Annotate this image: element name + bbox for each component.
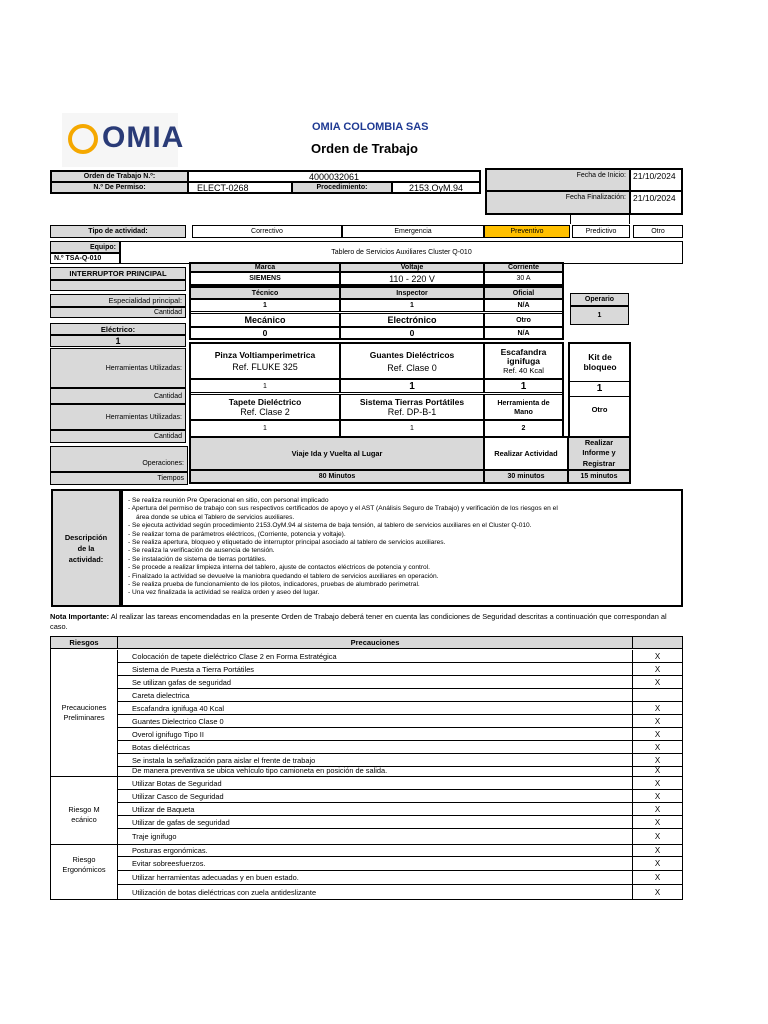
description-line: - Se realiza la verificación de ausencia de tensión.	[128, 547, 275, 555]
note-label: Nota Importante:	[50, 612, 110, 621]
logo-ring-icon	[68, 124, 98, 154]
divider-line	[629, 214, 630, 224]
start-date-label: Fecha de Inicio:	[486, 169, 630, 191]
precaution-mark: X	[633, 676, 682, 689]
activity-type-label: Tipo de actividad:	[50, 225, 186, 238]
precaution-item: Careta dielectrica	[118, 689, 633, 702]
tool-name: Herramienta de Mano	[484, 394, 563, 420]
permit-label: N.º De Permiso:	[51, 182, 188, 193]
oficial-header: Oficial	[484, 287, 563, 299]
precaution-mark: X	[633, 777, 682, 790]
precaution-mark: X	[633, 702, 682, 715]
note-text: Al realizar las tareas encomendadas en la presente Orden de Trabajo deberá tener en cuenta las condiciones de Seguridad descritas a continuación que correspondan al caso.	[50, 612, 667, 631]
tools-label-2: Herramientas Utilizadas:	[50, 404, 186, 430]
description-line: - Se ejecuta actividad según procedimiento 2153.OyM.94 al sistema de baja tensión, al tablero de servicios auxiliares en el Cluster Q-010.	[128, 522, 532, 530]
mecanico-value: 0	[190, 327, 340, 339]
brand-value: SIEMENS	[190, 272, 340, 285]
precautions-header: Precauciones	[118, 637, 633, 649]
description-line: área donde se ubica el Tablero de servicios auxiliares.	[136, 513, 295, 521]
tools-label: Herramientas Utilizadas:	[50, 348, 186, 388]
precaution-item: Guantes Dielectrico Clase 0	[118, 715, 633, 728]
tool-qty: 1	[570, 381, 629, 395]
important-note	[50, 612, 670, 632]
description-line: - Apertura del permiso de trabajo con sus respectivos certificados de apoyo y el AST (Análisis Seguro de Trabajo) y verificación de los riesgos en el	[128, 505, 558, 513]
procedure-value: 2153.OyM.94	[392, 182, 480, 193]
description-text	[128, 497, 678, 598]
electrico-value: 1	[50, 335, 186, 347]
precaution-item: De manera preventiva se ubica vehículo tipo camioneta en posición de salida.	[118, 764, 633, 777]
electronico-value: 0	[340, 327, 484, 339]
brand-header: Marca	[190, 263, 340, 272]
tool-cell	[340, 343, 484, 379]
risk-group-preliminares: Precauciones Preliminares	[51, 650, 118, 777]
description-line: - Se realiza apertura, bloqueo y etiquetado de interruptor principal asociado al tablero de servicios auxiliares.	[128, 539, 446, 547]
tool-name: Sistema Tierras Portátiles	[359, 397, 465, 407]
voltage-header: Voltaje	[340, 263, 484, 272]
voltage-value: 110 - 220 V	[340, 272, 484, 285]
tools-quantity-label-2: Cantidad	[50, 430, 186, 443]
operation-travel: Viaje Ida y Vuelta al Lugar	[190, 437, 484, 470]
activity-type-predictivo[interactable]: Predictivo	[572, 225, 630, 238]
precaution-item: Utilizar Botas de Seguridad	[118, 777, 633, 790]
operation-activity: Realizar Actividad	[484, 437, 568, 470]
tools-quantity-label: Cantidad	[50, 388, 186, 404]
tool-name: Escafandra ignifuga	[500, 346, 547, 366]
precaution-mark: X	[633, 728, 682, 741]
otro-header: Otro	[484, 313, 563, 327]
precaution-item: Se utilizan gafas de seguridad	[118, 676, 633, 689]
precaution-mark: X	[633, 871, 682, 885]
precaution-item: Utilizar Casco de Seguridad	[118, 790, 633, 803]
precaution-item: Se instala la señalización para aislar el frente de trabajo	[118, 754, 633, 767]
current-header: Corriente	[484, 263, 563, 272]
description-label: Descripción de la actividad:	[51, 489, 121, 607]
precaution-mark: X	[633, 754, 682, 767]
logo-text: OMIA	[102, 121, 185, 154]
precaution-item: Evitar sobreesfuerzos.	[118, 857, 633, 871]
precaution-item: Overol ignifugo Tipo II	[118, 728, 633, 741]
tool-ref: Ref. Clase 2	[240, 407, 290, 417]
document-title: Orden de Trabajo	[311, 141, 418, 156]
otro-value: N/A	[484, 327, 563, 339]
tool-ref: Ref. FLUKE 325	[232, 362, 298, 372]
precaution-mark: X	[633, 790, 682, 803]
precaution-mark: X	[633, 845, 682, 857]
precaution-mark: X	[633, 715, 682, 728]
precaution-mark: X	[633, 663, 682, 676]
tool-ref: Ref. Clase 0	[387, 362, 437, 373]
description-line: - Se realiza prueba de funcionamiento de los pilotos, indicadores, pruebas de alumbrado perimetral.	[128, 581, 420, 589]
description-line: - Se realiza reunión Pre Operacional en sitio, con personal implicado	[128, 497, 329, 504]
equipment-code: N.º TSA-Q-010	[50, 253, 120, 264]
precaution-mark: X	[633, 764, 682, 777]
inspector-header: Inspector	[340, 287, 484, 299]
tool-qty: 1	[190, 379, 340, 393]
operation-travel-time: 80 Minutos	[190, 470, 484, 483]
tool-ref: Ref. DP-B-1	[387, 407, 437, 417]
equipment-name: Tablero de Servicios Auxiliares Cluster Q-010	[120, 241, 683, 264]
precaution-item: Utilización de botas dieléctricas con zuela antideslizante	[132, 887, 317, 897]
permit-value: ELECT-0268	[188, 182, 292, 193]
operation-report-time: 15 minutos	[568, 470, 630, 483]
precaution-item: Posturas ergonómicas.	[118, 845, 633, 857]
marks-header	[633, 637, 682, 649]
precaution-item: Escafandra ignifuga 40 Kcal	[118, 702, 633, 715]
tool-qty: 1	[190, 420, 340, 437]
tecnico-header: Técnico	[190, 287, 340, 299]
tool-cell	[340, 394, 484, 420]
oficial-value: N/A	[484, 299, 563, 312]
precaution-mark: X	[633, 857, 682, 871]
tool-name: Pinza Voltiamperimetrica	[214, 350, 316, 360]
precaution-mark: X	[633, 741, 682, 754]
risks-header: Riesgos	[51, 637, 118, 649]
inspector-value: 1	[340, 299, 484, 312]
precaution-item: Utilizar herramientas adecuadas y en buen estado.	[118, 871, 633, 885]
equipment-label: Equipo:	[50, 241, 120, 253]
tool-ref: Ref. 40 Kcal	[503, 365, 544, 375]
risk-group-mecanico: Riesgo Mecánico	[51, 777, 118, 845]
times-label: Tiempos	[50, 472, 188, 485]
procedure-label: Procedimiento:	[292, 182, 392, 193]
description-line: - Se procede a realizar limpieza interna del tablero, ajuste de contactos eléctricos de potencia y control.	[128, 564, 431, 572]
operation-activity-time: 30 minutos	[484, 470, 568, 483]
current-value: 30 A	[484, 272, 563, 285]
precaution-mark: X	[633, 650, 682, 663]
precaution-mark	[633, 689, 682, 702]
precaution-mark: X	[633, 816, 682, 829]
operations-label: Operaciones:	[50, 446, 188, 472]
tool-name: Kit de bloqueo	[583, 352, 617, 372]
component-fill	[50, 280, 186, 291]
order-number-label: Orden de Trabajo N.º:	[51, 171, 188, 182]
order-number-value: 4000032061	[188, 171, 480, 182]
tool-name: Guantes Dieléctricos	[369, 349, 455, 360]
precaution-mark: X	[633, 829, 682, 845]
tool-cell	[190, 394, 340, 420]
description-line: - Una vez finalizada la actividad se realiza orden y aseo del lugar.	[128, 589, 320, 597]
description-line: - Se instalación de sistema de tierras portátiles.	[128, 555, 267, 563]
risk-group-ergonomicos: Riesgo Ergonómicos	[51, 845, 118, 899]
tool-cell	[484, 343, 563, 379]
tecnico-value: 1	[190, 299, 340, 312]
end-date-value: 21/10/2024	[630, 191, 682, 214]
precaution-item: Colocación de tapete dieléctrico Clase 2 en Forma Estratégica	[118, 650, 633, 663]
activity-type-preventivo[interactable]: Preventivo	[484, 225, 570, 238]
activity-type-correctivo[interactable]: Correctivo	[192, 225, 342, 238]
tool-qty: 1	[340, 420, 484, 437]
tool-qty: 1	[484, 379, 563, 393]
tool-name: Otro	[570, 396, 629, 422]
electrico-header: Eléctrico:	[50, 323, 186, 335]
end-date-label: Fecha Finalización:	[486, 191, 630, 214]
precaution-item: Botas dieléctricas	[118, 741, 633, 754]
operario-header: Operario	[570, 293, 629, 306]
activity-type-otro[interactable]: Otro	[633, 225, 683, 238]
tool-name: Tapete Dieléctrico	[228, 397, 302, 407]
description-line: - Se realizar toma de parámetros eléctricos, (Corriente, potencia y voltaje).	[128, 530, 346, 538]
activity-type-emergencia[interactable]: Emergencia	[342, 225, 484, 238]
tool-qty: 2	[484, 420, 563, 437]
precaution-item: Sistema de Puesta a Tierra Portátiles	[118, 663, 633, 676]
divider-line	[570, 214, 571, 224]
operation-report: Realizar Informe y Registrar	[568, 437, 630, 470]
company-logo	[62, 113, 185, 167]
description-line: - Finalizado la actividad se devuelve la maniobra quedando el tablero de servicios auxiliares en operación.	[128, 572, 439, 580]
precaution-mark: X	[654, 887, 661, 897]
precaution-mark: X	[633, 803, 682, 816]
precaution-item: Traje ignifugo	[118, 829, 633, 845]
precaution-item: Utilizar de Baqueta	[118, 803, 633, 816]
electronico-header: Electrónico	[340, 313, 484, 327]
tool-qty: 1	[340, 379, 484, 393]
component-label: INTERRUPTOR PRINCIPAL	[50, 267, 186, 280]
personnel-quantity-label: Cantidad	[50, 307, 186, 318]
company-name: OMIA COLOMBIA SAS	[312, 121, 429, 133]
mecanico-header: Mecánico	[190, 313, 340, 327]
specialty-label: Especialidad principal:	[50, 294, 186, 307]
operario-value: 1	[570, 306, 629, 325]
start-date-value: 21/10/2024	[630, 169, 682, 191]
precaution-item: Utilizar de gafas de seguridad	[118, 816, 633, 829]
tool-cell	[190, 343, 340, 379]
